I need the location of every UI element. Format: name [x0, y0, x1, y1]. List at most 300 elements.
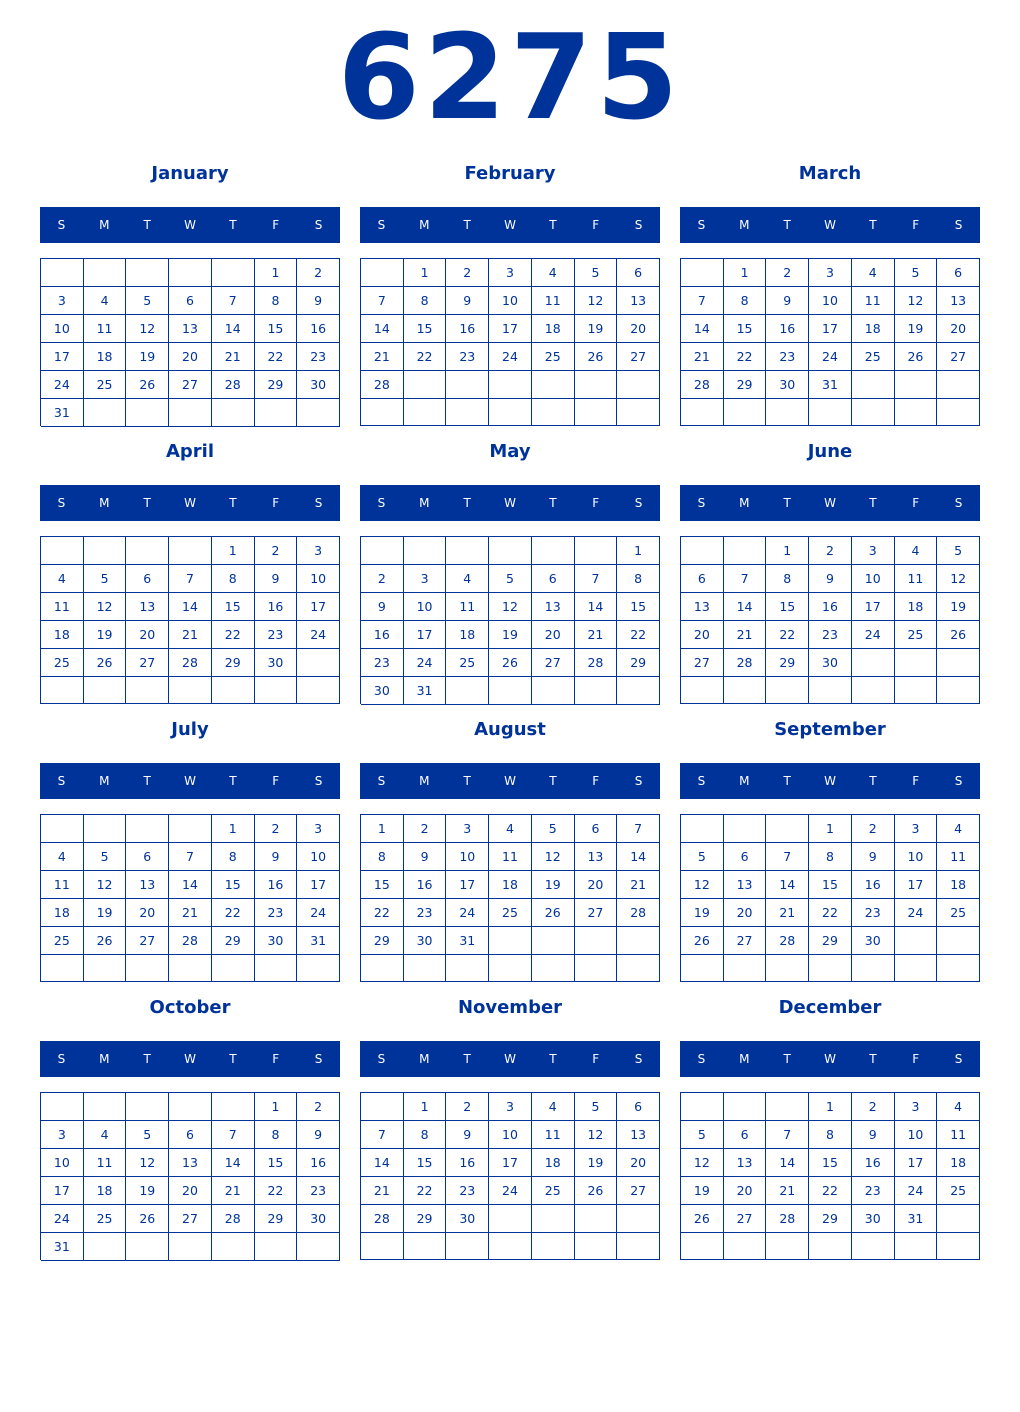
day-cell: 26: [126, 1205, 169, 1233]
day-cell: 26: [532, 899, 575, 927]
empty-cell: [617, 677, 660, 705]
empty-cell: [361, 1233, 404, 1260]
day-cell: 16: [446, 1149, 489, 1177]
day-cell: 20: [724, 1177, 767, 1205]
day-cell: 18: [937, 871, 980, 899]
day-cell: 12: [84, 593, 127, 621]
day-cell: 13: [617, 287, 660, 315]
weekday-label: F: [912, 774, 920, 788]
day-cell: 4: [84, 1121, 127, 1149]
weekday-label: M: [739, 1052, 750, 1066]
empty-cell: [126, 815, 169, 843]
day-cell: 3: [446, 815, 489, 843]
day-cell: 9: [361, 593, 404, 621]
weekday-label: T: [143, 1052, 151, 1066]
day-cell: 19: [84, 621, 127, 649]
month-name: July: [171, 719, 209, 740]
day-cell: 3: [297, 537, 340, 565]
empty-cell: [937, 399, 980, 426]
weekday-label: S: [314, 1052, 323, 1066]
empty-cell: [489, 537, 532, 565]
day-cell: 2: [809, 537, 852, 565]
empty-cell: [446, 1233, 489, 1260]
weekday-label: S: [634, 1052, 643, 1066]
empty-cell: [809, 955, 852, 982]
empty-cell: [489, 955, 532, 982]
day-cell: 2: [297, 1093, 340, 1121]
day-cell: 8: [809, 843, 852, 871]
day-cell: 30: [852, 1205, 895, 1233]
day-grid: [680, 536, 980, 704]
day-cell: 23: [297, 343, 340, 371]
day-cell: 6: [724, 1121, 767, 1149]
day-cell: 13: [617, 1121, 660, 1149]
day-cell: 9: [297, 287, 340, 315]
empty-cell: [617, 1233, 660, 1260]
day-cell: 23: [297, 1177, 340, 1205]
empty-cell: [169, 955, 212, 982]
weekday-header: [40, 485, 340, 521]
empty-cell: [126, 399, 169, 427]
day-cell: 7: [169, 843, 212, 871]
day-cell: 12: [681, 871, 724, 899]
weekday-label: T: [783, 774, 791, 788]
day-cell: 31: [41, 399, 84, 427]
day-cell: 22: [255, 343, 298, 371]
weekday-label: T: [143, 496, 151, 510]
day-cell: 6: [617, 1093, 660, 1121]
day-cell: 6: [681, 565, 724, 593]
day-cell: 10: [297, 843, 340, 871]
day-cell: 14: [212, 1149, 255, 1177]
day-cell: 9: [404, 843, 447, 871]
empty-cell: [532, 537, 575, 565]
day-cell: 17: [41, 343, 84, 371]
weekday-label: S: [314, 774, 323, 788]
day-cell: 11: [532, 287, 575, 315]
day-cell: 4: [41, 565, 84, 593]
weekday-label: M: [419, 774, 430, 788]
weekday-label: M: [739, 218, 750, 232]
empty-cell: [809, 1233, 852, 1260]
day-cell: 30: [852, 927, 895, 955]
empty-cell: [489, 1233, 532, 1260]
empty-cell: [766, 399, 809, 426]
day-cell: 21: [169, 621, 212, 649]
empty-cell: [724, 399, 767, 426]
day-cell: 25: [84, 371, 127, 399]
empty-cell: [766, 1233, 809, 1260]
month-name: March: [798, 163, 862, 184]
day-cell: 8: [255, 287, 298, 315]
day-cell: 19: [126, 343, 169, 371]
day-cell: 2: [852, 815, 895, 843]
empty-cell: [937, 1233, 980, 1260]
empty-cell: [852, 1233, 895, 1260]
empty-cell: [255, 1233, 298, 1261]
empty-cell: [446, 399, 489, 426]
empty-cell: [297, 649, 340, 677]
day-cell: 5: [84, 843, 127, 871]
weekday-label: W: [504, 774, 516, 788]
day-cell: 25: [446, 649, 489, 677]
day-cell: 3: [41, 1121, 84, 1149]
day-cell: 16: [446, 315, 489, 343]
day-cell: 24: [404, 649, 447, 677]
day-cell: 12: [126, 315, 169, 343]
day-cell: 15: [255, 1149, 298, 1177]
day-cell: 10: [895, 1121, 938, 1149]
empty-cell: [41, 955, 84, 982]
day-cell: 4: [895, 537, 938, 565]
weekday-label: W: [824, 218, 836, 232]
day-cell: 17: [895, 1149, 938, 1177]
weekday-label: T: [549, 774, 557, 788]
day-cell: 11: [84, 315, 127, 343]
day-cell: 2: [361, 565, 404, 593]
empty-cell: [361, 537, 404, 565]
day-cell: 24: [41, 371, 84, 399]
day-cell: 18: [852, 315, 895, 343]
empty-cell: [126, 537, 169, 565]
day-cell: 29: [212, 649, 255, 677]
day-cell: 25: [84, 1205, 127, 1233]
day-cell: 29: [766, 649, 809, 677]
day-cell: 9: [766, 287, 809, 315]
weekday-label: T: [549, 1052, 557, 1066]
day-cell: 15: [361, 871, 404, 899]
day-cell: 24: [297, 621, 340, 649]
day-cell: 19: [532, 871, 575, 899]
day-cell: 1: [617, 537, 660, 565]
day-cell: 12: [575, 1121, 618, 1149]
day-cell: 13: [937, 287, 980, 315]
day-cell: 13: [724, 1149, 767, 1177]
day-cell: 22: [212, 899, 255, 927]
day-cell: 30: [255, 927, 298, 955]
day-cell: 6: [126, 565, 169, 593]
empty-cell: [84, 815, 127, 843]
day-cell: 10: [852, 565, 895, 593]
day-cell: 28: [617, 899, 660, 927]
day-cell: 1: [809, 1093, 852, 1121]
empty-cell: [766, 955, 809, 982]
day-cell: 25: [532, 1177, 575, 1205]
empty-cell: [617, 1205, 660, 1233]
day-cell: 3: [41, 287, 84, 315]
day-cell: 24: [297, 899, 340, 927]
day-cell: 31: [446, 927, 489, 955]
weekday-label: T: [463, 218, 471, 232]
day-cell: 28: [361, 1205, 404, 1233]
weekday-header: [40, 207, 340, 243]
day-cell: 23: [446, 343, 489, 371]
day-grid: [360, 1092, 660, 1260]
day-cell: 6: [169, 287, 212, 315]
weekday-label: T: [229, 774, 237, 788]
empty-cell: [724, 1233, 767, 1260]
day-cell: 8: [404, 287, 447, 315]
day-cell: 28: [212, 1205, 255, 1233]
day-cell: 1: [255, 259, 298, 287]
day-cell: 28: [169, 649, 212, 677]
day-cell: 24: [41, 1205, 84, 1233]
day-cell: 27: [937, 343, 980, 371]
empty-cell: [681, 537, 724, 565]
day-cell: 22: [404, 343, 447, 371]
empty-cell: [766, 677, 809, 704]
day-cell: 5: [575, 259, 618, 287]
day-cell: 27: [617, 343, 660, 371]
day-cell: 21: [724, 621, 767, 649]
day-cell: 11: [895, 565, 938, 593]
day-cell: 10: [41, 1149, 84, 1177]
day-cell: 6: [724, 843, 767, 871]
day-cell: 27: [126, 927, 169, 955]
day-cell: 8: [212, 843, 255, 871]
day-cell: 4: [41, 843, 84, 871]
day-cell: 25: [489, 899, 532, 927]
day-cell: 7: [169, 565, 212, 593]
day-cell: 4: [489, 815, 532, 843]
empty-cell: [724, 1093, 767, 1121]
weekday-label: T: [783, 496, 791, 510]
day-grid: [680, 1092, 980, 1260]
day-cell: 21: [361, 343, 404, 371]
day-cell: 21: [766, 899, 809, 927]
weekday-label: T: [463, 1052, 471, 1066]
day-cell: 19: [126, 1177, 169, 1205]
day-cell: 29: [361, 927, 404, 955]
day-cell: 7: [681, 287, 724, 315]
day-cell: 12: [575, 287, 618, 315]
empty-cell: [575, 1233, 618, 1260]
day-cell: 26: [575, 343, 618, 371]
day-cell: 27: [169, 371, 212, 399]
weekday-header: [40, 763, 340, 799]
empty-cell: [766, 815, 809, 843]
empty-cell: [532, 399, 575, 426]
day-cell: 24: [895, 1177, 938, 1205]
month-name: September: [774, 719, 886, 740]
day-cell: 21: [361, 1177, 404, 1205]
weekday-label: S: [377, 496, 386, 510]
day-cell: 20: [126, 899, 169, 927]
weekday-header: [680, 763, 980, 799]
empty-cell: [169, 537, 212, 565]
day-grid: [360, 814, 660, 982]
empty-cell: [41, 259, 84, 287]
day-cell: 18: [84, 343, 127, 371]
day-cell: 15: [617, 593, 660, 621]
empty-cell: [681, 399, 724, 426]
day-cell: 4: [852, 259, 895, 287]
empty-cell: [617, 955, 660, 982]
day-cell: 21: [617, 871, 660, 899]
day-cell: 13: [681, 593, 724, 621]
day-cell: 3: [297, 815, 340, 843]
day-cell: 2: [852, 1093, 895, 1121]
day-cell: 1: [212, 537, 255, 565]
day-cell: 27: [169, 1205, 212, 1233]
day-cell: 18: [41, 621, 84, 649]
day-cell: 18: [895, 593, 938, 621]
weekday-label: M: [739, 774, 750, 788]
day-cell: 11: [489, 843, 532, 871]
weekday-label: W: [184, 1052, 196, 1066]
day-cell: 7: [212, 287, 255, 315]
day-cell: 22: [617, 621, 660, 649]
empty-cell: [297, 955, 340, 982]
day-cell: 16: [809, 593, 852, 621]
day-cell: 23: [255, 621, 298, 649]
day-cell: 26: [937, 621, 980, 649]
day-cell: 11: [446, 593, 489, 621]
day-cell: 1: [404, 259, 447, 287]
day-cell: 11: [937, 843, 980, 871]
day-cell: 14: [766, 871, 809, 899]
day-cell: 10: [404, 593, 447, 621]
weekday-header: [360, 485, 660, 521]
day-cell: 16: [255, 871, 298, 899]
empty-cell: [937, 677, 980, 704]
empty-cell: [361, 259, 404, 287]
day-cell: 28: [212, 371, 255, 399]
empty-cell: [895, 649, 938, 677]
empty-cell: [212, 1093, 255, 1121]
empty-cell: [41, 815, 84, 843]
day-cell: 28: [361, 371, 404, 399]
empty-cell: [617, 927, 660, 955]
empty-cell: [809, 677, 852, 704]
day-cell: 16: [852, 871, 895, 899]
weekday-label: W: [504, 218, 516, 232]
weekday-label: T: [869, 496, 877, 510]
day-cell: 12: [532, 843, 575, 871]
day-cell: 31: [404, 677, 447, 705]
day-cell: 22: [212, 621, 255, 649]
empty-cell: [575, 537, 618, 565]
day-cell: 17: [297, 871, 340, 899]
day-cell: 5: [126, 1121, 169, 1149]
weekday-label: S: [377, 774, 386, 788]
empty-cell: [212, 955, 255, 982]
weekday-header: [40, 1041, 340, 1077]
day-cell: 8: [361, 843, 404, 871]
day-cell: 4: [532, 1093, 575, 1121]
day-cell: 13: [575, 843, 618, 871]
day-cell: 20: [724, 899, 767, 927]
day-cell: 2: [766, 259, 809, 287]
day-cell: 25: [532, 343, 575, 371]
empty-cell: [84, 259, 127, 287]
weekday-header: [360, 1041, 660, 1077]
weekday-label: T: [783, 1052, 791, 1066]
day-cell: 13: [169, 1149, 212, 1177]
empty-cell: [766, 1093, 809, 1121]
day-grid: [40, 258, 340, 426]
day-cell: 3: [895, 815, 938, 843]
day-cell: 15: [724, 315, 767, 343]
empty-cell: [446, 677, 489, 705]
empty-cell: [895, 1233, 938, 1260]
day-cell: 24: [489, 1177, 532, 1205]
weekday-label: S: [57, 774, 66, 788]
day-cell: 15: [404, 1149, 447, 1177]
month-name: February: [464, 163, 556, 184]
day-cell: 13: [724, 871, 767, 899]
day-cell: 12: [489, 593, 532, 621]
day-cell: 30: [361, 677, 404, 705]
weekday-label: S: [634, 496, 643, 510]
day-cell: 21: [575, 621, 618, 649]
day-cell: 14: [575, 593, 618, 621]
day-grid: [40, 1092, 340, 1260]
empty-cell: [446, 371, 489, 399]
day-cell: 11: [937, 1121, 980, 1149]
weekday-label: F: [592, 496, 600, 510]
day-cell: 3: [852, 537, 895, 565]
day-cell: 15: [255, 315, 298, 343]
empty-cell: [532, 1205, 575, 1233]
day-cell: 8: [617, 565, 660, 593]
day-cell: 18: [84, 1177, 127, 1205]
empty-cell: [895, 677, 938, 704]
day-cell: 14: [766, 1149, 809, 1177]
weekday-label: F: [912, 1052, 920, 1066]
day-cell: 5: [489, 565, 532, 593]
empty-cell: [852, 677, 895, 704]
day-cell: 14: [617, 843, 660, 871]
day-grid: [40, 536, 340, 704]
day-cell: 31: [41, 1233, 84, 1261]
day-cell: 22: [766, 621, 809, 649]
day-cell: 3: [404, 565, 447, 593]
day-cell: 9: [852, 1121, 895, 1149]
empty-cell: [895, 399, 938, 426]
empty-cell: [681, 1093, 724, 1121]
day-cell: 7: [361, 1121, 404, 1149]
day-cell: 19: [84, 899, 127, 927]
empty-cell: [126, 1093, 169, 1121]
day-cell: 10: [297, 565, 340, 593]
empty-cell: [404, 1233, 447, 1260]
day-cell: 15: [766, 593, 809, 621]
day-cell: 5: [84, 565, 127, 593]
weekday-label: W: [824, 496, 836, 510]
day-cell: 6: [617, 259, 660, 287]
empty-cell: [169, 1233, 212, 1261]
day-cell: 29: [809, 927, 852, 955]
weekday-label: F: [592, 1052, 600, 1066]
weekday-label: F: [592, 774, 600, 788]
day-cell: 20: [617, 315, 660, 343]
day-cell: 3: [489, 1093, 532, 1121]
day-cell: 9: [446, 1121, 489, 1149]
empty-cell: [852, 955, 895, 982]
day-cell: 13: [532, 593, 575, 621]
day-cell: 27: [724, 927, 767, 955]
empty-cell: [361, 1093, 404, 1121]
day-cell: 14: [681, 315, 724, 343]
weekday-label: S: [697, 218, 706, 232]
day-cell: 17: [895, 871, 938, 899]
day-cell: 22: [361, 899, 404, 927]
weekday-label: W: [184, 218, 196, 232]
day-cell: 21: [212, 1177, 255, 1205]
day-cell: 28: [766, 927, 809, 955]
weekday-label: S: [377, 1052, 386, 1066]
